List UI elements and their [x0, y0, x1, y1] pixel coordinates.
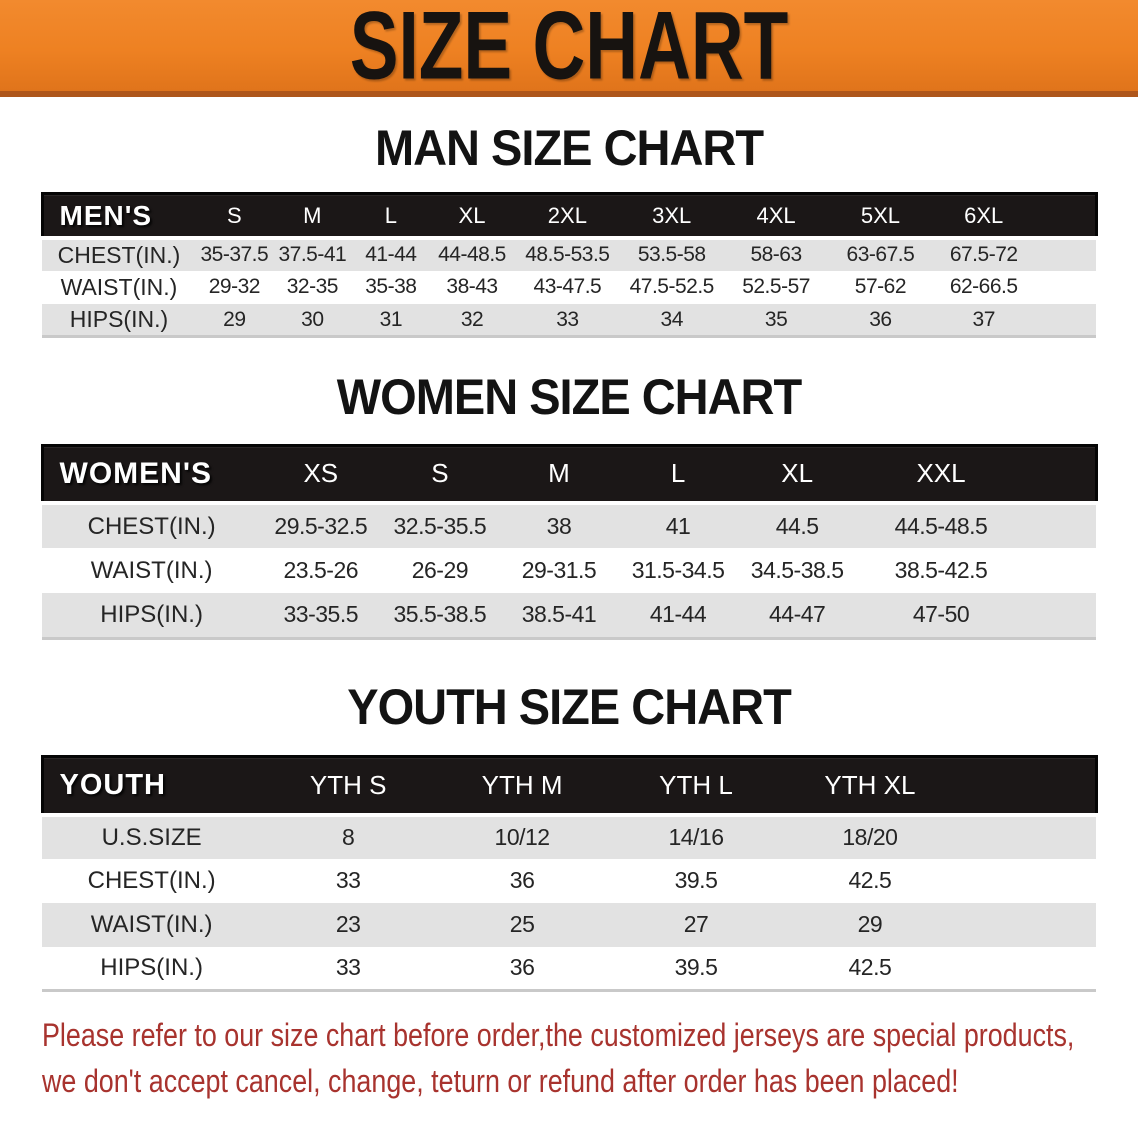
row-label: CHEST(IN.): [42, 238, 196, 271]
size-cell: 29: [783, 903, 957, 947]
size-cell: 30: [273, 304, 352, 337]
women-size-column-header: XL: [738, 445, 857, 503]
size-cell: 44.5: [738, 503, 857, 548]
size-cell: 44-47: [738, 593, 857, 638]
size-cell: 35: [723, 304, 829, 337]
row-spacer: [1036, 271, 1096, 304]
size-cell: 29-32: [196, 271, 273, 304]
women-size-column-header: S: [380, 445, 499, 503]
men-table-header: [42, 194, 1096, 238]
row-spacer: [957, 903, 1096, 947]
row-spacer: [957, 947, 1096, 991]
youth-measure-row: [42, 903, 1096, 947]
row-label: WAIST(IN.): [42, 271, 196, 304]
size-cell: 35.5-38.5: [380, 593, 499, 638]
size-cell: 41: [619, 503, 738, 548]
size-cell: 47-50: [857, 593, 1026, 638]
size-cell: 14/16: [609, 815, 783, 859]
size-cell: 48.5-53.5: [514, 238, 620, 271]
youth-size-column-header: YTH L: [609, 757, 783, 815]
women-section-heading: WOMEN SIZE CHART: [336, 368, 802, 425]
size-cell: 41-44: [619, 593, 738, 638]
page-title: SIZE CHART: [349, 0, 789, 100]
size-cell: 27: [609, 903, 783, 947]
women-size-column-header: XS: [261, 445, 380, 503]
size-cell: 33: [514, 304, 620, 337]
women-corner-label: WOMEN'S: [42, 445, 261, 503]
size-cell: 38.5-42.5: [857, 548, 1026, 593]
youth-size-column-header: YTH S: [261, 757, 435, 815]
size-cell: 57-62: [829, 271, 931, 304]
section-youth: [0, 678, 1138, 992]
women-size-table: [41, 444, 1098, 640]
size-cell: 42.5: [783, 947, 957, 991]
men-size-column-header: M: [273, 194, 352, 238]
size-cell: 34: [621, 304, 723, 337]
section-men: [0, 119, 1138, 338]
size-cell: 36: [435, 947, 609, 991]
women-table-header: [42, 445, 1096, 503]
size-cell: 47.5-52.5: [621, 271, 723, 304]
men-size-column-header: S: [196, 194, 273, 238]
men-size-column-header: 4XL: [723, 194, 829, 238]
men-size-column-header: 3XL: [621, 194, 723, 238]
men-size-column-header: XL: [430, 194, 514, 238]
size-cell: 33: [261, 947, 435, 991]
row-spacer: [1036, 238, 1096, 271]
men-table-body: [42, 238, 1096, 337]
men-size-column-header: 2XL: [514, 194, 620, 238]
size-cell: 37.5-41: [273, 238, 352, 271]
size-cell: 36: [435, 859, 609, 903]
size-cell: 67.5-72: [932, 238, 1036, 271]
row-label: HIPS(IN.): [42, 304, 196, 337]
size-cell: 58-63: [723, 238, 829, 271]
size-cell: 18/20: [783, 815, 957, 859]
size-cell: 33: [261, 859, 435, 903]
size-cell: 43-47.5: [514, 271, 620, 304]
row-label: CHEST(IN.): [42, 503, 261, 548]
section-women: [0, 368, 1138, 639]
size-cell: 23.5-26: [261, 548, 380, 593]
size-cell: 32: [430, 304, 514, 337]
row-spacer: [1025, 503, 1096, 548]
men-header-row: [42, 194, 1096, 238]
row-spacer: [957, 815, 1096, 859]
row-spacer: [1025, 548, 1096, 593]
size-cell: 44.5-48.5: [857, 503, 1026, 548]
size-cell: 63-67.5: [829, 238, 931, 271]
size-cell: 29: [196, 304, 273, 337]
men-measure-row: [42, 238, 1096, 271]
men-size-column-header: L: [352, 194, 430, 238]
men-measure-row: [42, 271, 1096, 304]
youth-corner-label: YOUTH: [42, 757, 261, 815]
row-label: WAIST(IN.): [42, 903, 261, 947]
men-size-column-header: 6XL: [932, 194, 1036, 238]
men-size-column-header: 5XL: [829, 194, 931, 238]
men-corner-label: MEN'S: [42, 194, 196, 238]
size-cell: 29.5-32.5: [261, 503, 380, 548]
men-size-table: [41, 192, 1098, 338]
size-cell: 38.5-41: [499, 593, 618, 638]
size-cell: 52.5-57: [723, 271, 829, 304]
row-label: HIPS(IN.): [42, 947, 261, 991]
women-measure-row: [42, 593, 1096, 638]
footer-note: [42, 1012, 1138, 1104]
size-cell: 31.5-34.5: [619, 548, 738, 593]
row-label: U.S.SIZE: [42, 815, 261, 859]
women-size-column-header: L: [619, 445, 738, 503]
youth-table-body: [42, 815, 1096, 991]
size-cell: 35-38: [352, 271, 430, 304]
women-table-body: [42, 503, 1096, 638]
size-cell: 62-66.5: [932, 271, 1036, 304]
size-cell: 29-31.5: [499, 548, 618, 593]
size-cell: 25: [435, 903, 609, 947]
size-cell: 32.5-35.5: [380, 503, 499, 548]
size-cell: 32-35: [273, 271, 352, 304]
row-spacer: [957, 859, 1096, 903]
footer-note-line-2: we don't accept cancel, change, teturn or refund after order has been placed!: [42, 1063, 959, 1100]
youth-measure-row: [42, 947, 1096, 991]
youth-table-header: [42, 757, 1096, 815]
youth-size-column-header: YTH M: [435, 757, 609, 815]
size-cell: 41-44: [352, 238, 430, 271]
men-section-heading: MAN SIZE CHART: [374, 119, 764, 176]
header-spacer: [1025, 445, 1096, 503]
header-spacer: [1036, 194, 1096, 238]
size-cell: 39.5: [609, 859, 783, 903]
size-cell: 26-29: [380, 548, 499, 593]
size-cell: 37: [932, 304, 1036, 337]
size-cell: 33-35.5: [261, 593, 380, 638]
women-measure-row: [42, 503, 1096, 548]
size-cell: 36: [829, 304, 931, 337]
women-measure-row: [42, 548, 1096, 593]
size-cell: 31: [352, 304, 430, 337]
youth-size-column-header: YTH XL: [783, 757, 957, 815]
size-cell: 44-48.5: [430, 238, 514, 271]
header-spacer: [957, 757, 1096, 815]
row-spacer: [1036, 304, 1096, 337]
women-header-row: [42, 445, 1096, 503]
size-cell: 23: [261, 903, 435, 947]
row-label: HIPS(IN.): [42, 593, 261, 638]
charts-area: [0, 119, 1138, 992]
youth-measure-row: [42, 815, 1096, 859]
size-cell: 39.5: [609, 947, 783, 991]
youth-measure-row: [42, 859, 1096, 903]
size-cell: 38: [499, 503, 618, 548]
men-measure-row: [42, 304, 1096, 337]
size-cell: 8: [261, 815, 435, 859]
row-label: WAIST(IN.): [42, 548, 261, 593]
row-spacer: [1025, 593, 1096, 638]
size-cell: 10/12: [435, 815, 609, 859]
banner: [0, 0, 1138, 100]
women-size-column-header: M: [499, 445, 618, 503]
youth-section-heading: YOUTH SIZE CHART: [347, 678, 791, 735]
youth-size-table: [41, 755, 1098, 992]
row-label: CHEST(IN.): [42, 859, 261, 903]
size-cell: 34.5-38.5: [738, 548, 857, 593]
size-cell: 42.5: [783, 859, 957, 903]
youth-header-row: [42, 757, 1096, 815]
size-cell: 53.5-58: [621, 238, 723, 271]
size-cell: 38-43: [430, 271, 514, 304]
women-size-column-header: XXL: [857, 445, 1026, 503]
size-cell: 35-37.5: [196, 238, 273, 271]
footer-note-line-1: Please refer to our size chart before order,the customized jerseys are special products,: [42, 1017, 1075, 1054]
